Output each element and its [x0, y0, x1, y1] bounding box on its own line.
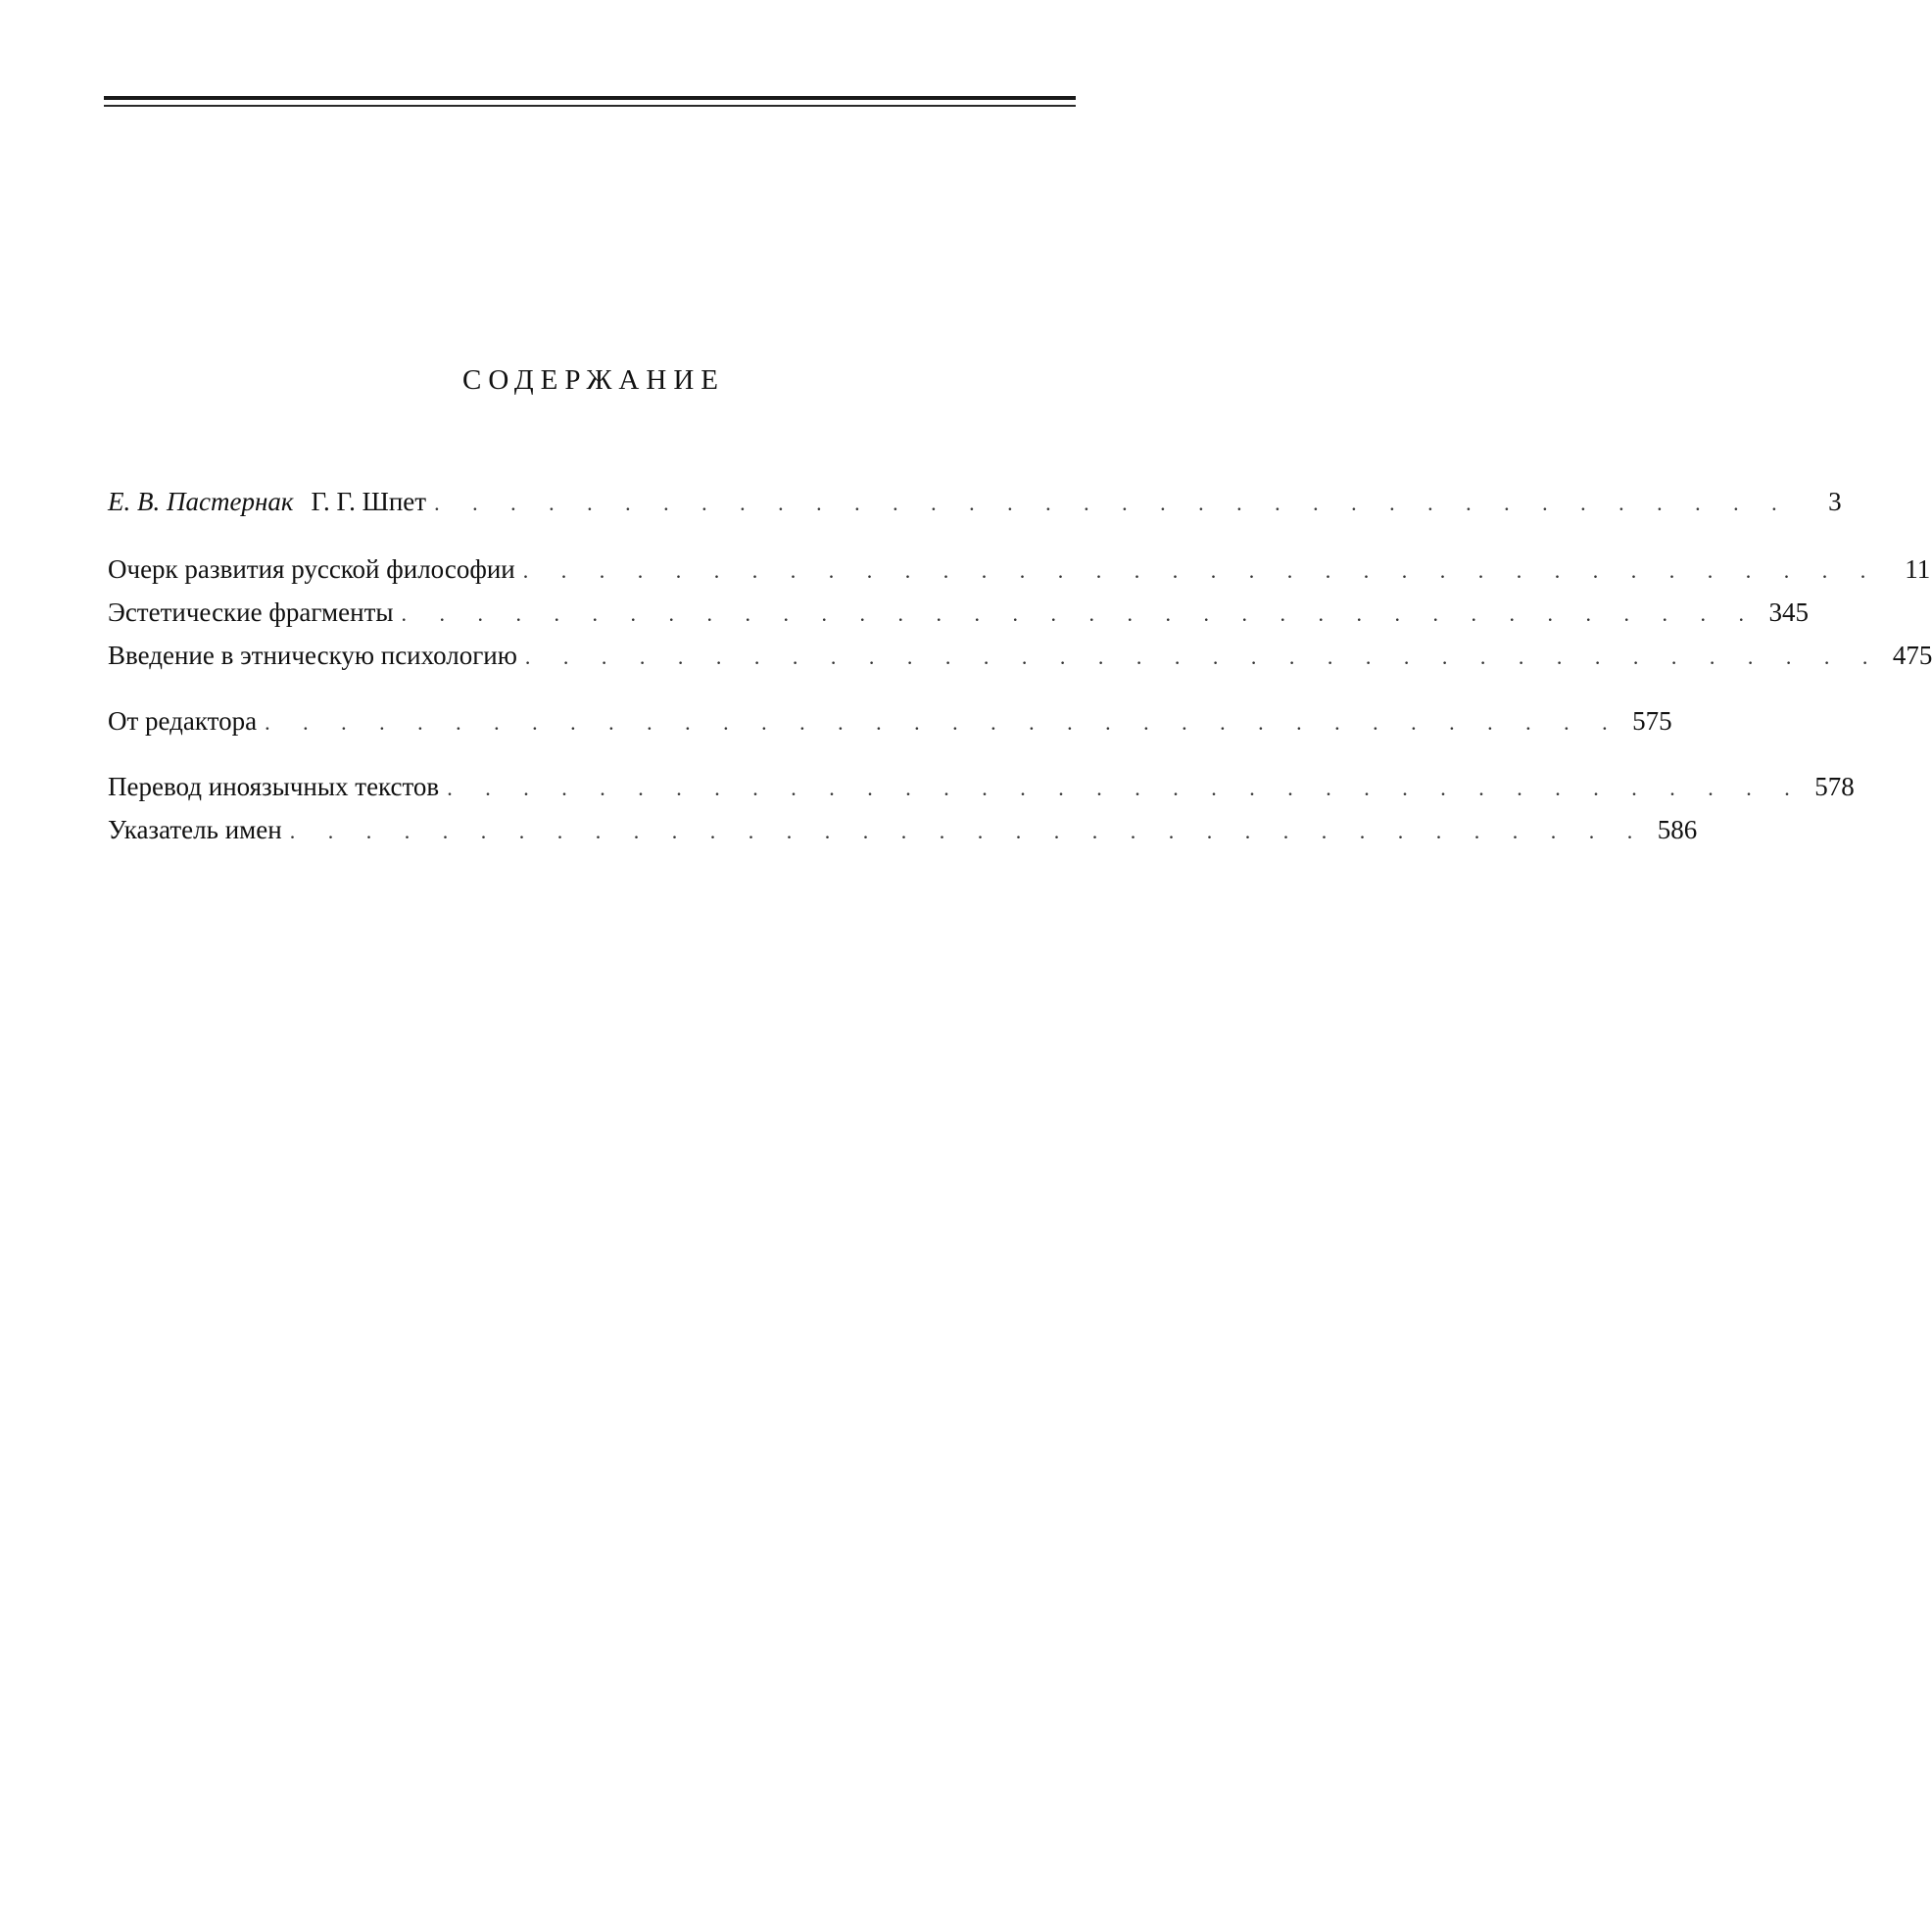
toc-entry[interactable] [108, 812, 1698, 847]
toc-entry-page: 575 [1632, 706, 1672, 736]
toc-entry-author: Е. В. Пастернак [108, 487, 294, 516]
toc-entry[interactable] [108, 551, 1931, 587]
toc-leader-dots: . . . . . . . . . . . . . . . . . . . . . . . . . . . . . . . . . . . . [434, 491, 1791, 515]
toc-entry-page: 586 [1657, 815, 1698, 844]
toc-entry[interactable] [108, 638, 1932, 673]
toc-entry-title: От редактора [108, 703, 265, 739]
toc-leader-dots: . . . . . . . . . . . . . . . . . . . . . . . . . . . . . . . . . . . . [524, 645, 1882, 669]
toc-entry[interactable] [108, 595, 1810, 630]
toc-entry-page: 345 [1768, 597, 1810, 627]
toc-leader-dots: . . . . . . . . . . . . . . . . . . . . . . . . . . . . . . . . . . . . [401, 601, 1759, 626]
toc-entry-page: 578 [1814, 772, 1855, 801]
toc-entry-title [108, 484, 434, 519]
toc-leader-dots: . . . . . . . . . . . . . . . . . . . . . . . . . . . . . . . . . . . . [289, 819, 1647, 843]
toc-entry-title: Очерк развития русской философии [108, 551, 523, 587]
top-rule-thin [104, 105, 1076, 107]
toc-entry[interactable] [108, 484, 1842, 519]
toc-entry-title-text: Г. Г. Шпет [311, 487, 427, 516]
toc-entry[interactable] [108, 703, 1672, 739]
toc-entry-title: Эстетические фрагменты [108, 595, 402, 630]
page-title: СОДЕРЖАНИЕ [462, 364, 725, 396]
toc-entry-page: 3 [1828, 487, 1842, 516]
toc-leader-dots: . . . . . . . . . . . . . . . . . . . . . . . . . . . . . . . . . . . . [447, 776, 1804, 800]
toc-entry-title: Введение в этническую психологию [108, 638, 525, 673]
toc-leader-dots: . . . . . . . . . . . . . . . . . . . . . . . . . . . . . . . . . . . . [522, 558, 1880, 583]
toc-leader-dots: . . . . . . . . . . . . . . . . . . . . . . . . . . . . . . . . . . . . [265, 710, 1621, 735]
toc-entry-title: Перевод иноязычных текстов [108, 769, 447, 804]
toc-entry-page: 11 [1905, 554, 1931, 584]
toc-entry-page: 475 [1892, 641, 1932, 670]
top-rule-thick [104, 96, 1076, 100]
toc-entry[interactable] [108, 769, 1855, 804]
toc-entry-title: Указатель имен [108, 812, 290, 847]
